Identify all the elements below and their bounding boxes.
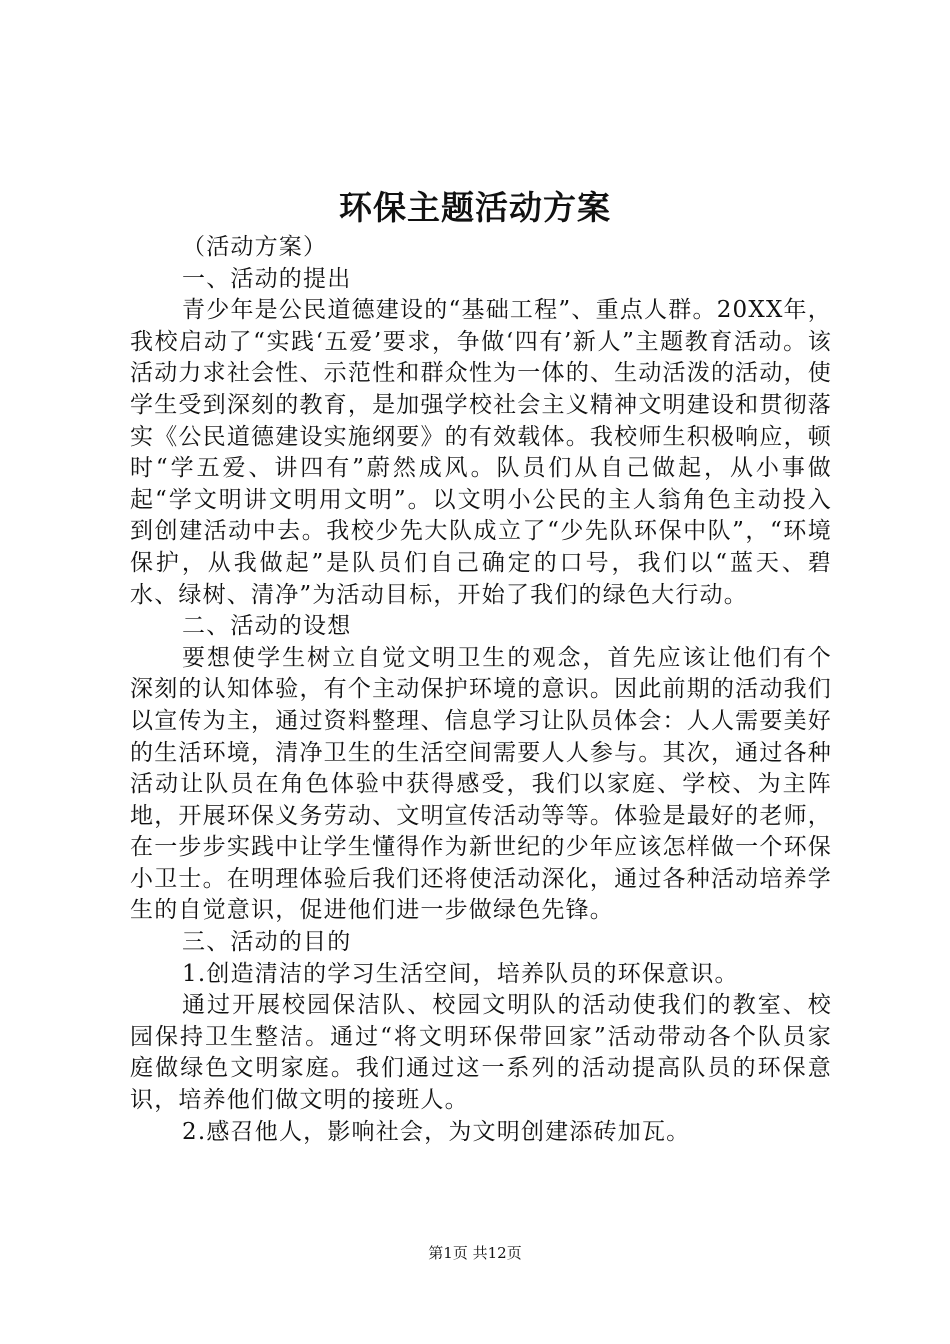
- goal-item-2: 2.感召他人，影响社会，为文明创建添砖加瓦。: [182, 1118, 691, 1145]
- paragraph-goal-detail: 通过开展校园保洁队、校园文明队的活动使我们的教室、校园保持卫生整洁。通过“将文明环保带回家”活动带动各个队员家庭做绿色文明家庭。我们通过这一系列的活动提高队员的环保意识，培养他们做文明的接班人。: [130, 992, 832, 1114]
- goal-item-1: 1.创造清洁的学习生活空间，培养队员的环保意识。: [182, 960, 739, 987]
- paragraph-concept: 要想使学生树立自觉文明卫生的观念，首先应该让他们有个深刻的认知体验，有个主动保护环境的意识。因此前期的活动我们以宣传为主，通过资料整理、信息学习让队员体会：人人需要美好的生活环境，清净卫生的生活空间需要人人参与。其次，通过各种活动让队员在角色体验中获得感受，我们以家庭、学校、为主阵地，开展环保义务劳动、文明宣传活动等等。体验是最好的老师，在一步步实践中让学生懂得作为新世纪的少年应该怎样做一个环保小卫士。在明理体验后我们还将使活动深化，通过各种活动培养学生的自觉意识，促进他们进一步做绿色先锋。: [130, 644, 832, 924]
- paragraph-subtitle: （活动方案）: [182, 234, 328, 260]
- section-heading-1: 一、活动的提出: [182, 265, 352, 292]
- document-body: [130, 232, 832, 1148]
- document-title: 环保主题活动方案: [339, 188, 611, 227]
- page-footer: 第1页 共12页: [428, 1244, 522, 1262]
- section-heading-2: 二、活动的设想: [182, 613, 352, 640]
- section-heading-3: 三、活动的目的: [182, 929, 352, 956]
- paragraph-proposal: 青少年是公民道德建设的“基础工程”、重点人群。20XX年，我校启动了“实践‘五爱’要求，争做‘四有’新人”主题教育活动。该活动力求社会性、示范性和群众性为一体的、生动活泼的活动，使学生受到深刻的教育，是加强学校社会主义精神文明建设和贯彻落实《公民道德建设实施纲要》的有效载体。我校师生积极响应，顿时“学五爱、讲四有”蔚然成风。队员们从自己做起，从小事做起“学文明讲文明用文明”。以文明小公民的主人翁角色主动投入到创建活动中去。我校少先大队成立了“少先队环保中队”，“环境保护，从我做起”是队员们自己确定的口号，我们以“蓝天、碧水、绿树、清净”为活动目标，开始了我们的绿色大行动。: [130, 297, 832, 608]
